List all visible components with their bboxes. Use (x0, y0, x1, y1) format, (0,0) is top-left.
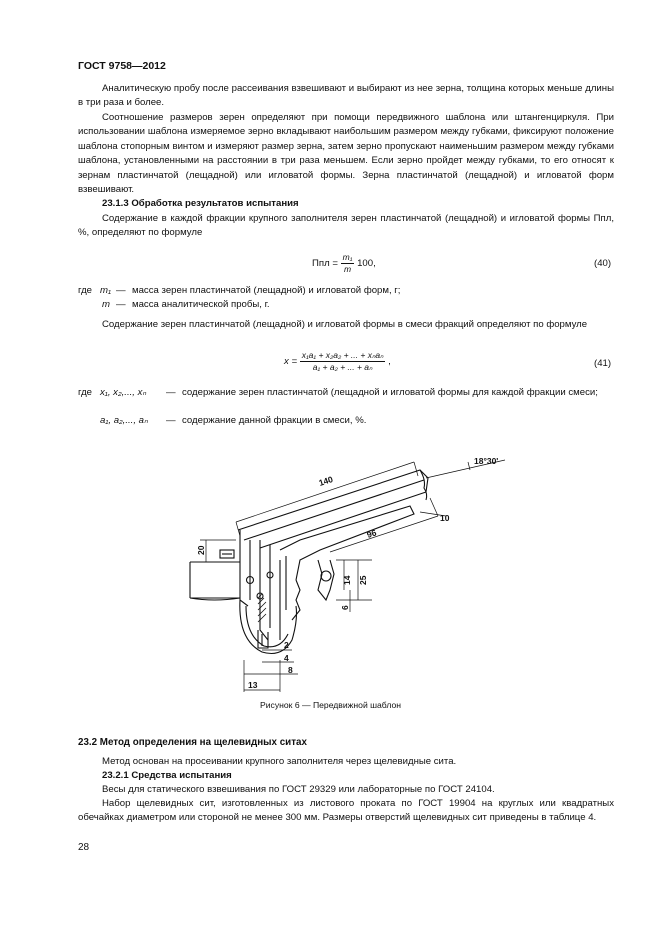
where-40-text-1: масса зерен пластинчатой (лещадной) и игловатой форм, г; (132, 285, 401, 296)
dim-13: 13 (248, 680, 258, 690)
formula-41-tail: , (388, 356, 391, 368)
document-header: ГОСТ 9758—2012 (78, 60, 166, 72)
page-number: 28 (78, 842, 90, 853)
dim-8: 8 (288, 665, 293, 675)
dim-25: 25 (358, 575, 368, 585)
formula-40-lhs: Ппл = (312, 258, 338, 270)
dim-10: 10 (440, 513, 450, 523)
paragraph-analytical-sample: Аналитическую пробу после рассеивания взвешивают и выбирают из нее зерна, толщина которых меньше длины в три раза и более. (78, 83, 614, 109)
where-40-text-2: масса аналитической пробы, г. (132, 299, 270, 310)
where-40-sym-1: m₁ (100, 285, 112, 296)
where-41-sym-1: x₁, x₂,..., xₙ (100, 387, 147, 398)
where-40-dash-2: — (116, 299, 126, 310)
heading-23-2: 23.2 Метод определения на щелевидных ситах (78, 737, 307, 748)
where-40-sym-2: m (102, 299, 110, 310)
heading-23-2-1: 23.2.1 Средства испытания (102, 770, 232, 781)
where-41-dash-1: — (166, 387, 176, 398)
where-41-text-1: содержание зерен пластинчатой (лещадной и игловатой формы для каждой фракции смеси; (182, 387, 598, 398)
formula-41-denominator: a₁ + a₂ + ... + aₙ (312, 362, 373, 372)
dim-6: 6 (340, 605, 350, 610)
figure-caption: Рисунок 6 — Передвижной шаблон (260, 700, 401, 710)
formula-40 (312, 252, 376, 275)
dim-angle: 18°30' (474, 456, 499, 466)
dim-4: 4 (284, 653, 289, 663)
where-40-dash-1: — (116, 285, 126, 296)
dim-14: 14 (342, 575, 352, 585)
paragraph-method-basis: Метод основан на просеивании крупного заполнителя через щелевидные сита. (102, 756, 457, 767)
paragraph-sieve-set: Набор щелевидных сит, изготовленных из листового проката по ГОСТ 19904 на круглых или квадратных обечайках диаметром или стороной не менее 300 мм. Размеры отверстий щелевидных сит приведены в таблице 4. (78, 798, 614, 824)
where-41-text-2: содержание данной фракции в смеси, %. (182, 415, 367, 426)
dim-96: 96 (365, 527, 378, 540)
dim-140: 140 (317, 474, 335, 488)
heading-23-1-3: 23.1.3 Обработка результатов испытания (102, 198, 299, 209)
formula-40-number: (40) (594, 258, 612, 269)
formula-40-numerator: m₁ (342, 252, 353, 262)
paragraph-mixture-content: Содержание зерен пластинчатой (лещадной) и игловатой формы в смеси фракций определяют по формуле (102, 319, 588, 330)
formula-41-number: (41) (594, 358, 612, 369)
formula-41-lhs: x = (284, 356, 298, 368)
dim-20: 20 (196, 545, 206, 555)
paragraph-scales: Весы для статического взвешивания по ГОСТ 29329 или лабораторные по ГОСТ 24104. (102, 784, 495, 795)
paragraph-size-ratio: Соотношение размеров зерен определяют при помощи передвижного шаблона или штангенциркуля. При использовании шаблона измеряемое зерно вкладывают наибольшим размером между губками, фиксируют положение шаблона стопорным винтом и измеряют размер зерна, затем зерно пропускают наименьшим размером между губками шаблона, установленными на расстоянии в три раза меньшем. Если зерно пройдет между губками, то его относят к зернам пластинчатой (лещадной) или игловатой формы. Зерна пластинчатой (лещадной) и игловатой форм взвешивают. (78, 112, 614, 196)
figure-movable-template (180, 448, 530, 698)
formula-41 (284, 350, 391, 373)
where-41-sym-2: a₁, a₂,..., aₙ (100, 415, 148, 426)
formula-41-fraction (300, 350, 386, 373)
formula-40-fraction (341, 252, 355, 275)
formula-40-denominator: m (343, 264, 352, 274)
formula-40-tail: 100, (357, 258, 376, 270)
where-40-label: где (78, 285, 93, 296)
where-41-dash-2: — (166, 415, 176, 426)
paragraph-content-formula: Содержание в каждой фракции крупного заполнителя зерен пластинчатой (лещадной) и игловатой формы Ппл, %, определяют по формуле (78, 213, 614, 239)
dim-2: 2 (284, 640, 289, 650)
where-41-label: где (78, 387, 93, 398)
formula-41-numerator: x₁a₁ + x₂a₂ + ... + xₙaₙ (301, 350, 384, 360)
